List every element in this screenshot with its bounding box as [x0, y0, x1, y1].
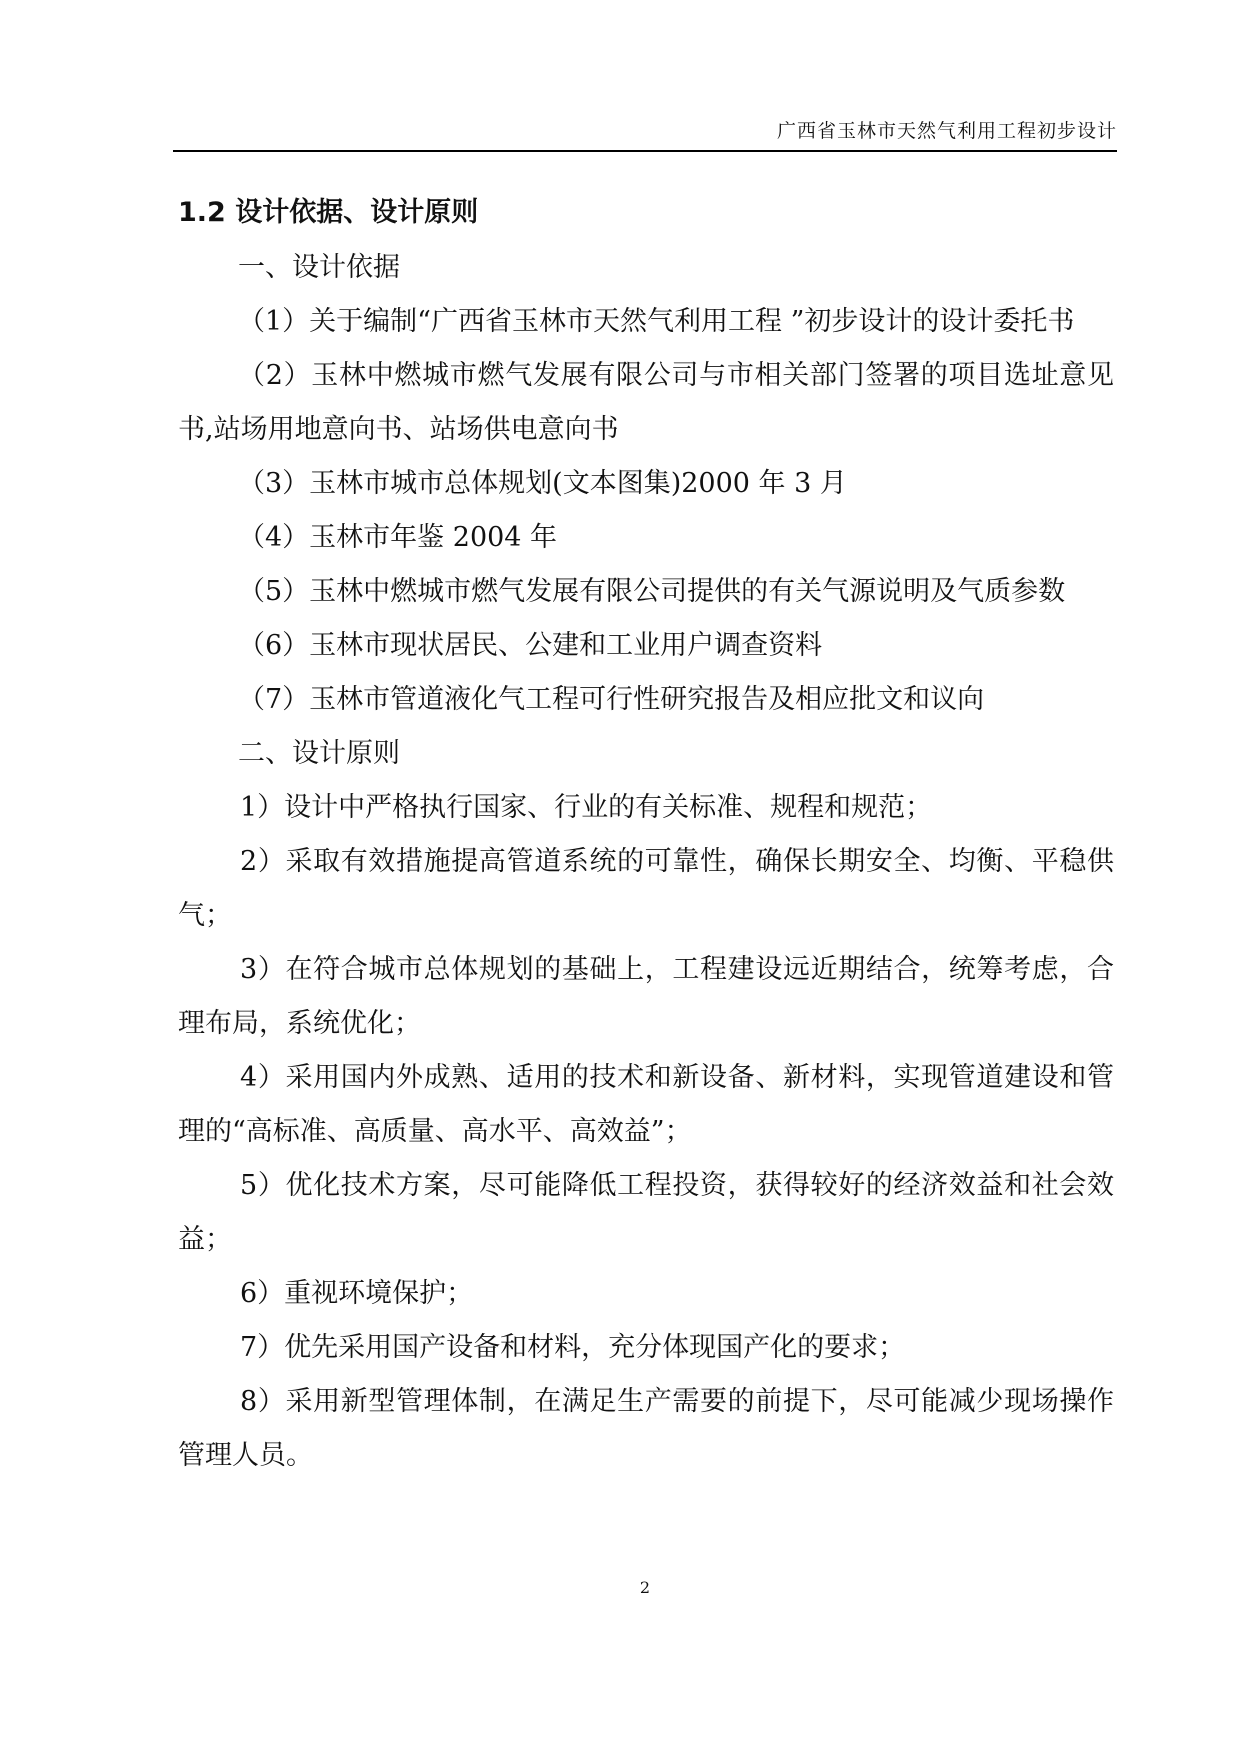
basis-item-4: （4）玉林市年鉴 2004 年: [238, 522, 558, 553]
running-header: 广西省玉林市天然气利用工程初步设计: [776, 120, 1117, 142]
document-body: [178, 188, 1114, 1483]
basis-item-2: （2）玉林中燃城市燃气发展有限公司与市相关部门签署的项目选址意见书,站场用地意向书、站场供电意向书: [178, 360, 1114, 445]
principle-item-7: 7）优先采用国产设备和材料，充分体现国产化的要求；: [240, 1332, 906, 1363]
page-number: 2: [639, 1578, 651, 1597]
basis-item-7: （7）玉林市管道液化气工程可行性研究报告及相应批文和议向: [238, 684, 985, 715]
principle-item-3: 3）在符合城市总体规划的基础上，工程建设远近期结合，统筹考虑，合理布局，系统优化；: [178, 954, 1114, 1039]
basis-item-6: （6）玉林市现状居民、公建和工业用户调查资料: [238, 630, 823, 661]
principle-item-4: 4）采用国内外成熟、适用的技术和新设备、新材料，实现管道建设和管理的“高标准、高质量、高水平、高效益”；: [178, 1062, 1114, 1147]
section-heading: 1.2 设计依据、设计原则: [178, 197, 479, 228]
basis-item-3: （3）玉林市城市总体规划(文本图集)2000 年 3 月: [238, 468, 847, 499]
basis-title: 一、设计依据: [238, 252, 400, 283]
principle-item-2: 2）采取有效措施提高管道系统的可靠性，确保长期安全、均衡、平稳供气；: [178, 846, 1114, 931]
principle-item-5: 5）优化技术方案，尽可能降低工程投资，获得较好的经济效益和社会效益；: [178, 1170, 1114, 1255]
basis-item-1: （1）关于编制“广西省玉林市天然气利用工程 ”初步设计的设计委托书: [238, 306, 1075, 337]
principle-item-8: 8）采用新型管理体制，在满足生产需要的前提下，尽可能减少现场操作管理人员。: [178, 1386, 1114, 1471]
principle-item-1: 1）设计中严格执行国家、行业的有关标准、规程和规范；: [240, 792, 933, 823]
principles-title: 二、设计原则: [238, 738, 400, 769]
header-rule: [173, 150, 1117, 152]
basis-item-5: （5）玉林中燃城市燃气发展有限公司提供的有关气源说明及气质参数: [238, 576, 1066, 607]
principle-item-6: 6）重视环境保护；: [240, 1278, 474, 1309]
